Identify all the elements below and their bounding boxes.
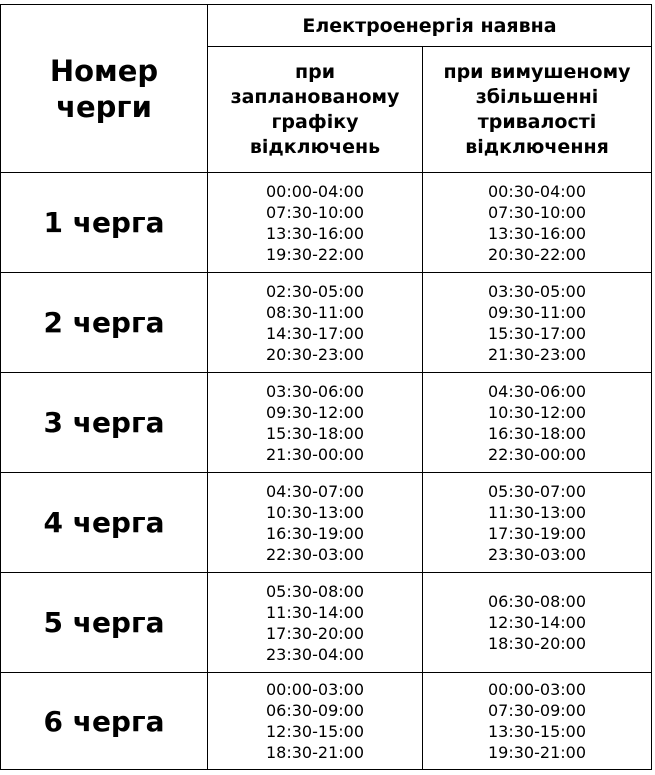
- time-interval: 07:30-10:00: [488, 202, 586, 222]
- time-interval: 09:30-12:00: [266, 402, 364, 422]
- table-body: [1, 173, 652, 770]
- forced-times-cell: [423, 573, 652, 673]
- planned-times-cell: [208, 373, 423, 473]
- time-interval: 11:30-13:00: [488, 502, 586, 522]
- planned-header-line: запланованому: [230, 85, 400, 108]
- table-row: [1, 373, 652, 473]
- time-interval: 07:30-09:00: [488, 701, 586, 720]
- time-interval: 11:30-14:00: [266, 602, 364, 622]
- queue-header-line: черги: [56, 89, 152, 124]
- forced-header-line: відключення: [465, 135, 609, 158]
- time-interval: 04:30-07:00: [266, 481, 364, 501]
- time-interval: 12:30-14:00: [488, 613, 586, 632]
- table-row: [1, 273, 652, 373]
- time-interval: 03:30-05:00: [488, 281, 586, 301]
- time-interval: 13:30-15:00: [488, 722, 586, 741]
- planned-times-cell: [208, 673, 423, 770]
- planned-header-line: відключень: [249, 135, 381, 158]
- time-interval: 22:30-00:00: [488, 444, 586, 464]
- queue-number-header: [1, 5, 208, 173]
- queue-name: 2 черга: [1, 273, 208, 373]
- time-interval: 09:30-11:00: [488, 302, 586, 322]
- time-interval: 07:30-10:00: [266, 202, 364, 222]
- time-interval: 21:30-00:00: [266, 444, 364, 464]
- outage-schedule-table: [0, 4, 652, 770]
- forced-times-cell: [423, 173, 652, 273]
- time-interval: 17:30-20:00: [266, 623, 364, 643]
- time-interval: 05:30-08:00: [266, 581, 364, 601]
- time-interval: 02:30-05:00: [266, 281, 364, 301]
- forced-extension-header: [423, 47, 652, 173]
- time-interval: 13:30-16:00: [488, 223, 586, 243]
- time-interval: 05:30-07:00: [488, 481, 586, 501]
- time-interval: 23:30-04:00: [266, 644, 364, 664]
- time-interval: 19:30-21:00: [488, 743, 586, 762]
- queue-name: 4 черга: [1, 473, 208, 573]
- planned-times-cell: [208, 173, 423, 273]
- time-interval: 14:30-17:00: [266, 323, 364, 343]
- time-interval: 21:30-23:00: [488, 344, 586, 364]
- queue-header-line: Номер: [49, 53, 159, 88]
- forced-times-cell: [423, 673, 652, 770]
- forced-header-line: збільшенні: [475, 85, 599, 108]
- time-interval: 00:00-03:00: [488, 680, 586, 699]
- planned-header-line: графіку: [271, 110, 359, 133]
- forced-times-cell: [423, 373, 652, 473]
- time-interval: 20:30-22:00: [488, 244, 586, 264]
- time-interval: 13:30-16:00: [266, 223, 364, 243]
- time-interval: 22:30-03:00: [266, 544, 364, 564]
- time-interval: 15:30-17:00: [488, 323, 586, 343]
- forced-header-line: тривалості: [477, 110, 597, 133]
- time-interval: 18:30-20:00: [488, 634, 586, 653]
- time-interval: 06:30-09:00: [266, 701, 364, 720]
- time-interval: 18:30-21:00: [266, 743, 364, 762]
- time-interval: 00:30-04:00: [488, 181, 586, 201]
- planned-header-line: при: [294, 60, 336, 83]
- table-row: [1, 473, 652, 573]
- queue-name: 1 черга: [1, 173, 208, 273]
- planned-schedule-header: [208, 47, 423, 173]
- power-available-header: Електроенергія наявна: [208, 5, 652, 47]
- forced-times-cell: [423, 473, 652, 573]
- forced-header-line: при вимушеному: [443, 60, 631, 83]
- time-interval: 03:30-06:00: [266, 381, 364, 401]
- time-interval: 10:30-13:00: [266, 502, 364, 522]
- table-row: [1, 573, 652, 673]
- time-interval: 04:30-06:00: [488, 381, 586, 401]
- queue-name: 5 черга: [1, 573, 208, 673]
- time-interval: 23:30-03:00: [488, 544, 586, 564]
- table-row: [1, 173, 652, 273]
- time-interval: 00:00-03:00: [266, 680, 364, 699]
- time-interval: 15:30-18:00: [266, 423, 364, 443]
- time-interval: 08:30-11:00: [266, 302, 364, 322]
- planned-times-cell: [208, 473, 423, 573]
- time-interval: 06:30-08:00: [488, 592, 586, 611]
- forced-times-cell: [423, 273, 652, 373]
- planned-times-cell: [208, 273, 423, 373]
- time-interval: 00:00-04:00: [266, 181, 364, 201]
- time-interval: 12:30-15:00: [266, 722, 364, 741]
- planned-times-cell: [208, 573, 423, 673]
- queue-name: 6 черга: [1, 673, 208, 770]
- time-interval: 20:30-23:00: [266, 344, 364, 364]
- time-interval: 16:30-18:00: [488, 423, 586, 443]
- time-interval: 17:30-19:00: [488, 523, 586, 543]
- table-row: [1, 673, 652, 770]
- table-header: [1, 5, 652, 173]
- time-interval: 16:30-19:00: [266, 523, 364, 543]
- time-interval: 19:30-22:00: [266, 244, 364, 264]
- time-interval: 10:30-12:00: [488, 402, 586, 422]
- queue-name: 3 черга: [1, 373, 208, 473]
